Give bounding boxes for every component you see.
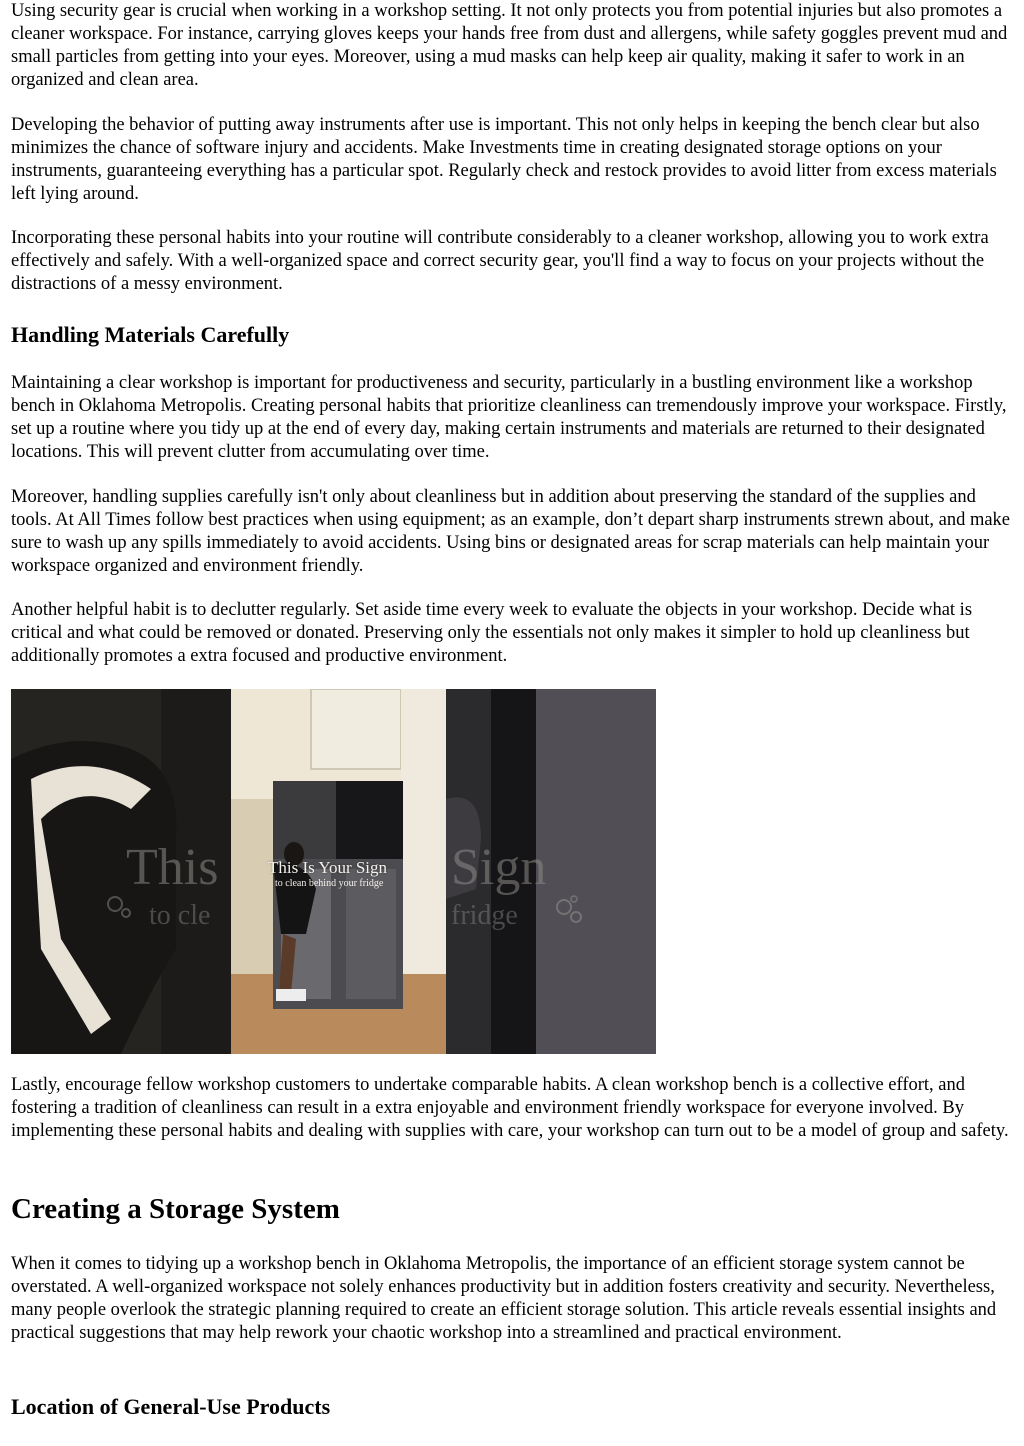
- paragraph-safety-gear: Using security gear is crucial when working in a workshop setting. It not only protects you from potential injuries but also promotes a cleaner workspace. For instance, carrying gloves keeps your hands free from dust and allergens, while safety goggles prevent mud and small particles from getting into your eyes. Moreover, using a mud masks can help keep air quality, making it safer to work in an organized and clean area.: [11, 1, 1008, 90]
- image-caption-subtitle: to clean behind your fridge: [275, 878, 384, 889]
- paragraph-storage-intro: When it comes to tidying up a workshop bench in Oklahoma Metropolis, the importance of an efficient storage system cannot be overstated. A well-organized workspace not solely enhances productivity but in addition fosters creativity and security. Nevertheless, many people overlook the strategic planning required to create an efficient storage solution. This article reveals essential insights and practical suggestions that may help rework your chaotic workshop into a streamlined and practical environment.: [11, 1254, 997, 1343]
- bg-title-left: This: [126, 839, 219, 896]
- bg-sub-right: fridge: [451, 900, 518, 931]
- heading-location-general-use: Location of General-Use Products: [11, 1394, 331, 1419]
- bg-title-right: Sign: [451, 839, 547, 896]
- paragraph-putting-away-instruments: Developing the behavior of putting away instruments after use is important. This not only helps in keeping the bench clear but also minimizes the chance of software injury and accidents. Make Investments time in creating designated storage options on your instruments, guaranteeing everything has a particular spot. Regularly check and restock provides to avoid litter from excess materials left lying around.: [11, 115, 997, 204]
- heading-creating-storage-system: Creating a Storage System: [11, 1193, 340, 1225]
- paragraph-declutter: Another helpful habit is to declutter regularly. Set aside time every week to evaluate the objects in your workshop. Decide what is critical and what could be removed or donated. Preserving only the essentials not only makes it simpler to hold up cleanliness but additionally promotes a extra focused and productive environment.: [11, 600, 973, 666]
- bg-sub-left: to cle: [149, 900, 211, 931]
- image-caption-title: This Is Your Sign: [268, 858, 388, 877]
- paragraph-handling-supplies: Moreover, handling supplies carefully isn't only about cleanliness but in addition about preserving the standard of the supplies and tools. At All Times follow best practices when using equipment; as an example, don’t depart sharp instruments strewn about, and make sure to wash up any spills immediately to avoid accidents. Using bins or designated areas for scrap materials can help maintain your workspace organized and environment friendly.: [11, 487, 1011, 576]
- paragraph-personal-habits: Incorporating these personal habits into your routine will contribute considerably to a cleaner workshop, allowing you to work extra effectively and safely. With a well-organized space and correct security gear, you'll find a way to focus on your projects without the distractions of a messy environment.: [11, 228, 989, 294]
- paragraph-encourage-customers: Lastly, encourage fellow workshop customers to undertake comparable habits. A clean workshop bench is a collective effort, and fostering a tradition of cleanliness can result in a extra enjoyable and environment friendly workspace for everyone involved. By implementing these personal habits and dealing with supplies with care, your workshop can turn out to be a model of group and safety.: [11, 1075, 1009, 1141]
- paragraph-clear-workshop: Maintaining a clear workshop is important for productiveness and security, particularly in a bustling environment like a workshop bench in Oklahoma Metropolis. Creating personal habits that prioritize cleanliness can tremendously improve your workspace. Firstly, set up a routine where you tidy up at the end of every day, making certain instruments and materials are returned to their designated locations. This will prevent clutter from accumulating over time.: [11, 373, 1007, 462]
- heading-handling-materials: Handling Materials Carefully: [11, 322, 290, 347]
